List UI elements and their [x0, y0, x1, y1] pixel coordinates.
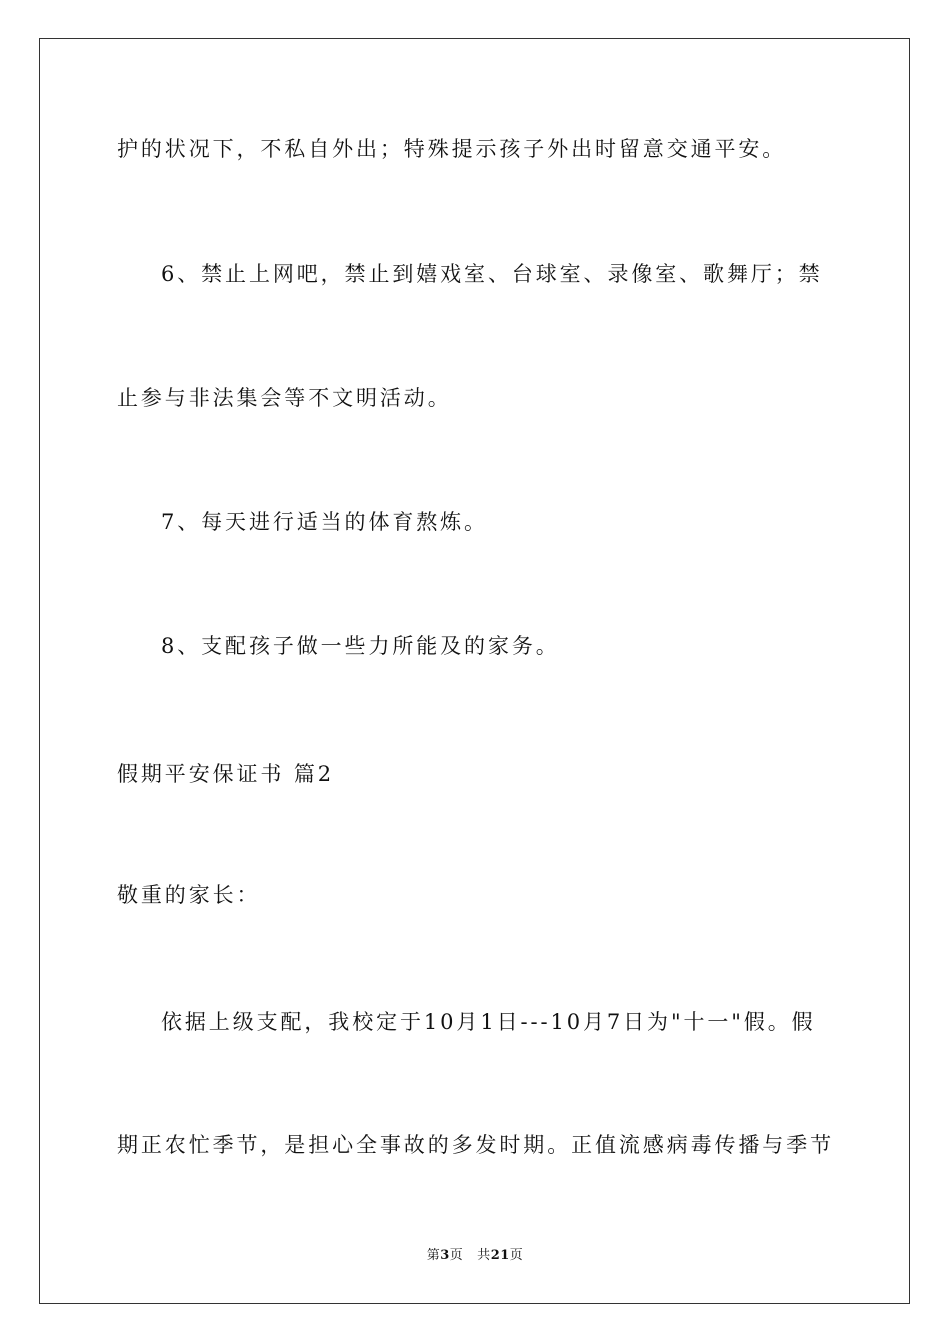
list-item-6: 6、禁止上网吧，禁止到嬉戏室、台球室、录像室、歌舞厅；禁 — [161, 262, 823, 286]
page-footer — [0, 1247, 950, 1265]
page-prefix: 第 — [426, 1248, 441, 1263]
salutation: 敬重的家长： — [117, 883, 261, 907]
paragraph-line: 依据上级支配，我校定于10月1日---10月7日为"十一"假。假 — [161, 1010, 816, 1034]
total-suffix: 页 — [509, 1248, 524, 1263]
paragraph-line: 护的状况下，不私自外出；特殊提示孩子外出时留意交通平安。 — [117, 137, 787, 161]
page-frame — [39, 38, 910, 1304]
total-pages: 21 — [490, 1248, 510, 1263]
total-prefix: 共 — [477, 1248, 491, 1263]
paragraph-line: 期正农忙季节，是担心全事故的多发时期。正值流感病毒传播与季节 — [117, 1133, 834, 1157]
list-item-7: 7、每天进行适当的体育熬炼。 — [161, 510, 488, 534]
page-number: 3 — [440, 1248, 450, 1263]
paragraph-line: 止参与非法集会等不文明活动。 — [117, 386, 452, 410]
page-suffix: 页 — [449, 1248, 464, 1263]
list-item-8: 8、支配孩子做一些力所能及的家务。 — [161, 634, 560, 658]
section-heading: 假期平安保证书 篇2 — [117, 762, 335, 786]
